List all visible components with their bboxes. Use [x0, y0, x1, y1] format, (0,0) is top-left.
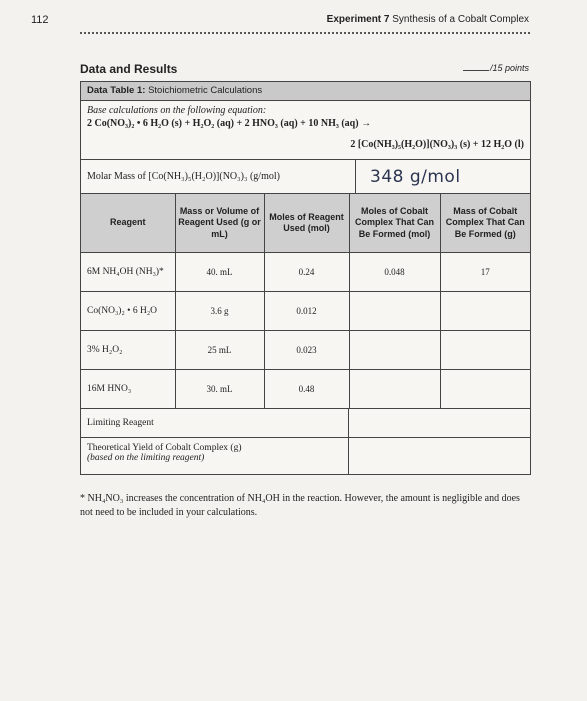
points-blank[interactable]	[463, 70, 489, 71]
table-row	[81, 253, 530, 292]
reagent-name: 6M NH₄OH (NH₃)*	[81, 253, 175, 292]
header-divider	[80, 32, 530, 34]
data-table-1	[80, 81, 531, 475]
table-row	[81, 331, 530, 370]
moles-cell[interactable]: 0.023	[264, 331, 349, 370]
table-row	[81, 292, 530, 331]
column-header: Mass or Volume of Reagent Used (g or mL)	[175, 194, 264, 253]
equation-line-2: 2 [Co(NH₃)₅(H₂O)](NO₃)₃ (s) + 12 H₂O (l)	[350, 139, 524, 150]
amount-cell[interactable]: 40. mL	[175, 253, 264, 292]
footnote: * NH₄NO₃ increases the concentration of NH₄OH in the reaction. However, the amount is negligible and does not need to be included in your calculations.	[80, 493, 520, 518]
page-number: 112	[31, 14, 49, 26]
moles-complex-cell[interactable]	[349, 292, 440, 331]
moles-complex-cell[interactable]: 0.048	[349, 253, 440, 292]
experiment-title: Synthesis of a Cobalt Complex	[392, 14, 529, 25]
reagent-name: 16M HNO₃	[81, 370, 175, 409]
moles-cell[interactable]: 0.012	[264, 292, 349, 331]
theoretical-yield-value[interactable]	[349, 438, 530, 474]
reagent-name: Co(NO₃)₂ • 6 H₂O	[81, 292, 175, 331]
mass-complex-cell[interactable]	[440, 370, 530, 409]
equation-block	[81, 101, 530, 160]
column-header: Mass of Cobalt Complex That Can Be Formed (g)	[440, 194, 530, 253]
moles-cell[interactable]: 0.24	[264, 253, 349, 292]
limiting-reagent-row	[81, 409, 530, 438]
table-caption-title: Stoichiometric Calculations	[148, 85, 263, 96]
mass-complex-cell[interactable]	[440, 331, 530, 370]
theoretical-yield-label-cell	[81, 438, 349, 474]
molar-mass-row	[81, 160, 530, 194]
mass-complex-cell[interactable]	[440, 292, 530, 331]
limiting-reagent-value[interactable]	[349, 409, 530, 437]
column-header: Moles of Cobalt Complex That Can Be Formed (mol)	[349, 194, 440, 253]
points-label: /15 points	[489, 63, 529, 73]
experiment-label: Experiment 7	[326, 14, 390, 25]
molar-mass-value[interactable]: 348 g/mol	[370, 166, 461, 187]
theoretical-yield-label: Theoretical Yield of Cobalt Complex (g)	[87, 443, 242, 453]
equation-line-1: 2 Co(NO₃)₂ • 6 H₂O (s) + H₂O₂ (aq) + 2 HNO₃ (aq) + 10 NH₃ (aq) →	[87, 118, 372, 129]
moles-cell[interactable]: 0.48	[264, 370, 349, 409]
theoretical-yield-note: (based on the limiting reagent)	[87, 453, 205, 463]
amount-cell[interactable]: 3.6 g	[175, 292, 264, 331]
table-caption	[81, 82, 530, 101]
moles-complex-cell[interactable]	[349, 331, 440, 370]
table-header-row	[81, 194, 530, 253]
reagent-name: 3% H₂O₂	[81, 331, 175, 370]
amount-cell[interactable]: 25 mL	[175, 331, 264, 370]
points-field	[463, 63, 529, 73]
table-row	[81, 370, 530, 409]
mass-complex-cell[interactable]: 17	[440, 253, 530, 292]
theoretical-yield-row	[81, 438, 530, 474]
equation-intro: Base calculations on the following equation:	[87, 105, 267, 116]
limiting-reagent-label: Limiting Reagent	[81, 409, 349, 437]
column-header: Reagent	[81, 194, 175, 253]
stoichiometry-table	[81, 194, 530, 409]
column-header: Moles of Reagent Used (mol)	[264, 194, 349, 253]
moles-complex-cell[interactable]	[349, 370, 440, 409]
amount-cell[interactable]: 30. mL	[175, 370, 264, 409]
table-caption-label: Data Table 1:	[87, 85, 146, 96]
molar-mass-label: Molar Mass of [Co(NH₃)₅(H₂O)](NO₃)₃ (g/mol)	[81, 160, 356, 193]
section-title: Data and Results	[80, 62, 178, 76]
running-head	[327, 14, 529, 25]
